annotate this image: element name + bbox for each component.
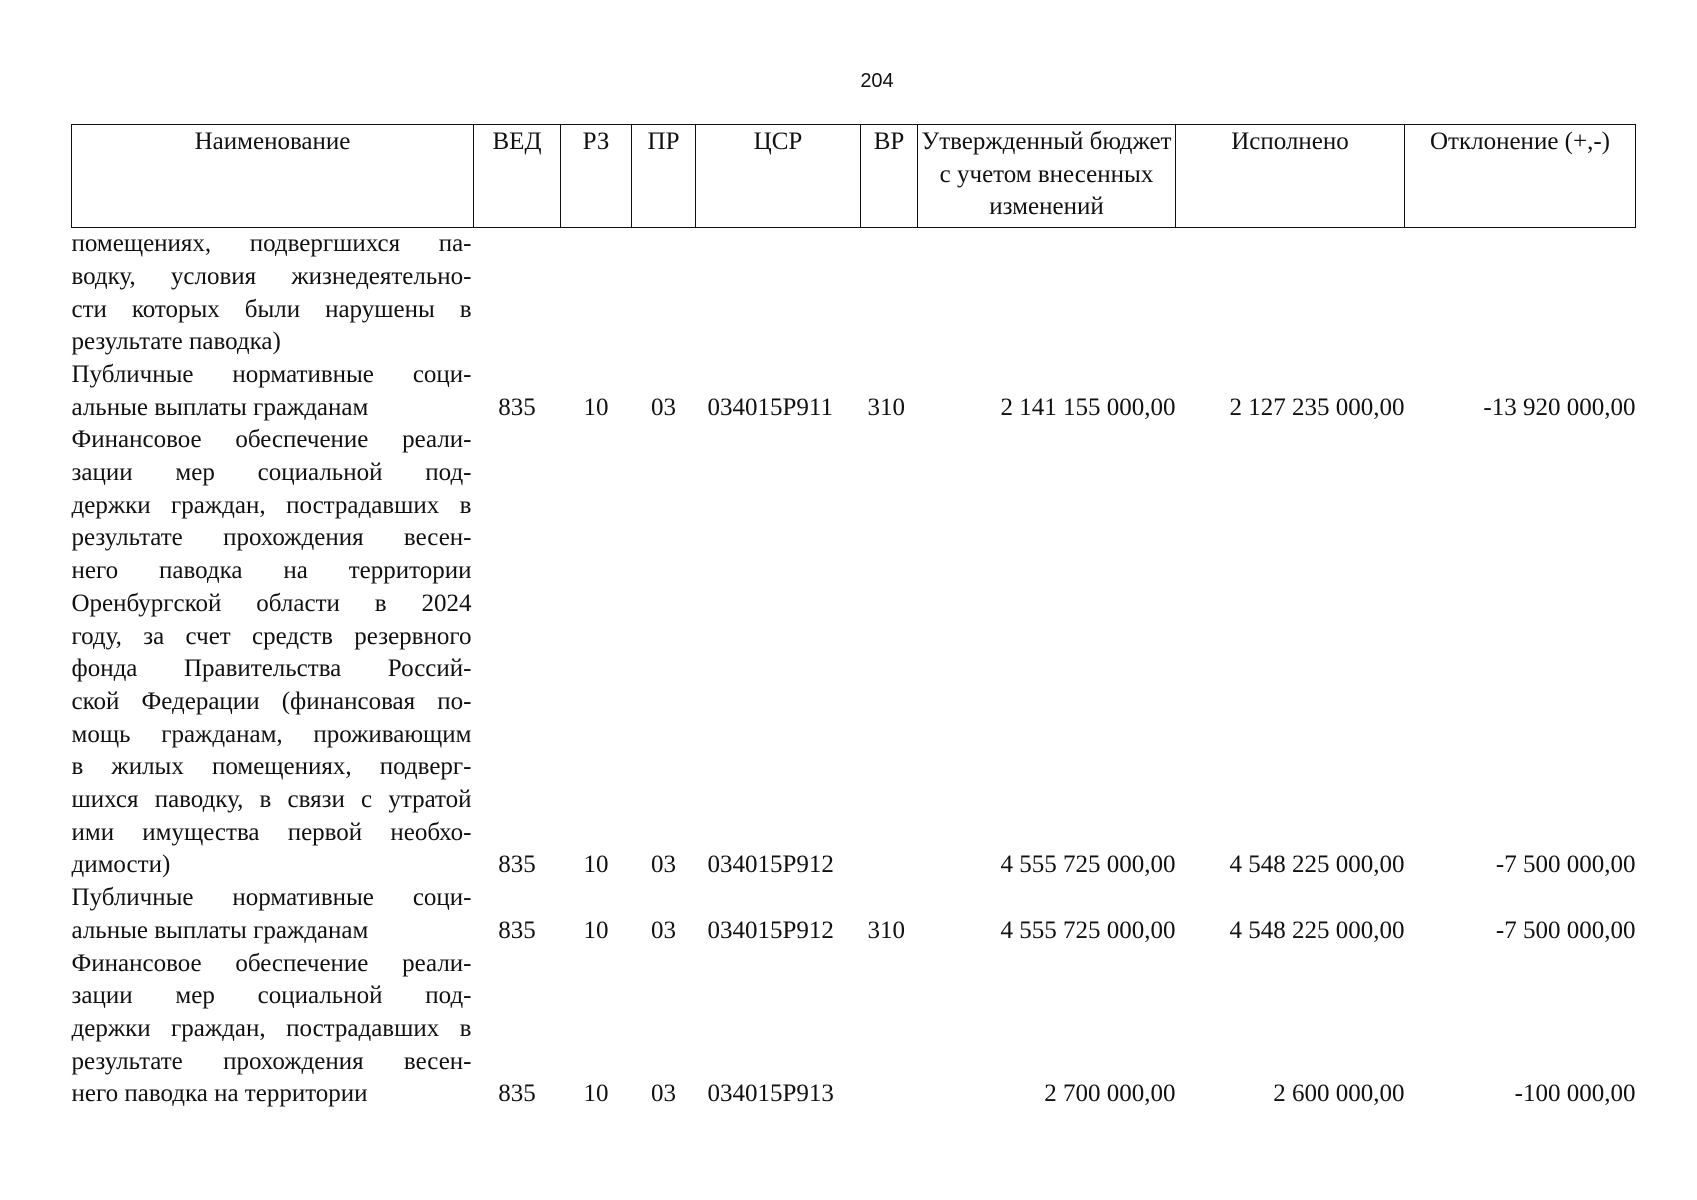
header-deviation: Отклонение (+,-): [1405, 125, 1636, 228]
cell-ved: 835: [498, 1080, 536, 1108]
table-row: [72, 948, 1636, 1112]
cell-executed: 2 127 235 000,00: [1229, 393, 1405, 421]
header-ved: ВЕД: [474, 125, 561, 228]
cell-name: [72, 228, 474, 359]
cell-csr: 034015Р912: [707, 851, 834, 879]
cell-approved: 4 555 725 000,00: [1000, 851, 1176, 879]
name-line: держки граждан, пострадавших в: [71, 491, 472, 519]
cell-name: [72, 359, 474, 424]
table-row: [72, 424, 1636, 882]
header-rz: РЗ: [561, 125, 632, 228]
name-line: него паводка на территории: [71, 1080, 368, 1108]
table-body: [72, 228, 1636, 1111]
name-line: результате прохождения весен-: [71, 1047, 472, 1075]
cell-pr: [632, 228, 696, 359]
header-csr: ЦСР: [696, 125, 861, 228]
budget-table-wrapper: [71, 124, 1635, 1111]
cell-ved: 835: [498, 393, 536, 421]
cell-executed: 4 548 225 000,00: [1229, 851, 1405, 879]
cell-vr: 310: [867, 393, 905, 421]
table-row: [72, 359, 1636, 424]
name-line: результате прохождения весен-: [71, 524, 472, 552]
cell-deviation: -7 500 000,00: [1495, 916, 1636, 944]
name-line: димости): [71, 851, 171, 879]
name-line: шихся паводку, в связи с утратой: [71, 786, 472, 814]
table-row: [72, 228, 1636, 359]
name-line: зации мер социальной под-: [71, 459, 472, 487]
name-line: в жилых помещениях, подверг-: [71, 753, 472, 781]
name-line: помещениях, подвергшихся па-: [71, 230, 472, 258]
name-line: ими имущества первой необхо-: [71, 818, 472, 846]
cell-vr: [861, 424, 918, 882]
cell-deviation: -100 000,00: [1514, 1080, 1636, 1108]
name-line: зации мер социальной под-: [71, 982, 472, 1010]
name-line: результате паводка): [71, 328, 281, 356]
cell-csr: 034015Р911: [707, 393, 833, 421]
cell-pr: 03: [651, 1080, 676, 1108]
table-header: [72, 125, 1636, 228]
header-approved: Утвержденный бюджет с учетом внесенных изменений: [918, 125, 1176, 228]
cell-pr: 03: [651, 393, 676, 421]
name-line: Финансовое обеспечение реали-: [71, 426, 472, 454]
cell-csr: [696, 228, 861, 359]
header-vr: ВР: [861, 125, 918, 228]
cell-deviation: [1405, 228, 1636, 359]
name-line: сти которых были нарушены в: [71, 295, 472, 323]
cell-ved: [474, 228, 561, 359]
cell-vr: 310: [867, 916, 905, 944]
cell-executed: [1176, 228, 1405, 359]
cell-rz: 10: [583, 851, 609, 879]
cell-pr: 03: [651, 851, 676, 879]
name-line: Финансовое обеспечение реали-: [71, 949, 472, 977]
cell-rz: [561, 228, 632, 359]
cell-approved: 4 555 725 000,00: [1000, 916, 1176, 944]
name-line: водку, условия жизнедеятельно-: [71, 262, 472, 290]
name-line: альные выплаты гражданам: [71, 916, 369, 944]
cell-rz: 10: [583, 916, 609, 944]
cell-executed: 2 600 000,00: [1273, 1080, 1405, 1108]
cell-rz: 10: [583, 393, 609, 421]
table-row: [72, 882, 1636, 947]
cell-csr: 034015Р912: [707, 916, 834, 944]
budget-table: [71, 124, 1636, 1111]
cell-name: [72, 948, 474, 1112]
header-row: [72, 125, 1636, 228]
cell-approved: [918, 228, 1176, 359]
cell-approved: 2 700 000,00: [1044, 1080, 1176, 1108]
cell-csr: 034015Р913: [707, 1080, 834, 1108]
cell-vr: [861, 948, 918, 1112]
cell-ved: 835: [498, 851, 536, 879]
cell-approved: 2 141 155 000,00: [1000, 393, 1176, 421]
cell-executed: 4 548 225 000,00: [1229, 916, 1405, 944]
header-executed: Исполнено: [1176, 125, 1405, 228]
name-line: году, за счет средств резервного: [71, 622, 472, 650]
page-number: 204: [860, 70, 894, 92]
cell-name: [72, 882, 474, 947]
cell-vr: [861, 228, 918, 359]
name-line: мощь гражданам, проживающим: [71, 720, 472, 748]
name-line: Публичные нормативные соци-: [71, 884, 472, 912]
cell-ved: 835: [498, 916, 536, 944]
name-line: держки граждан, пострадавших в: [71, 1014, 472, 1042]
name-line: альные выплаты гражданам: [71, 393, 369, 421]
name-line: ской Федерации (финансовая по-: [71, 687, 472, 715]
cell-pr: 03: [651, 916, 676, 944]
name-line: фонда Правительства Россий-: [71, 655, 472, 683]
cell-name: [72, 424, 474, 882]
name-line: него паводка на территории: [71, 557, 472, 585]
header-name: Наименование: [72, 125, 474, 228]
cell-deviation: -7 500 000,00: [1495, 851, 1636, 879]
cell-deviation: -13 920 000,00: [1483, 393, 1636, 421]
header-pr: ПР: [632, 125, 696, 228]
cell-rz: 10: [583, 1080, 609, 1108]
name-line: Оренбургской области в 2024: [71, 589, 472, 617]
name-line: Публичные нормативные соци-: [71, 360, 472, 388]
